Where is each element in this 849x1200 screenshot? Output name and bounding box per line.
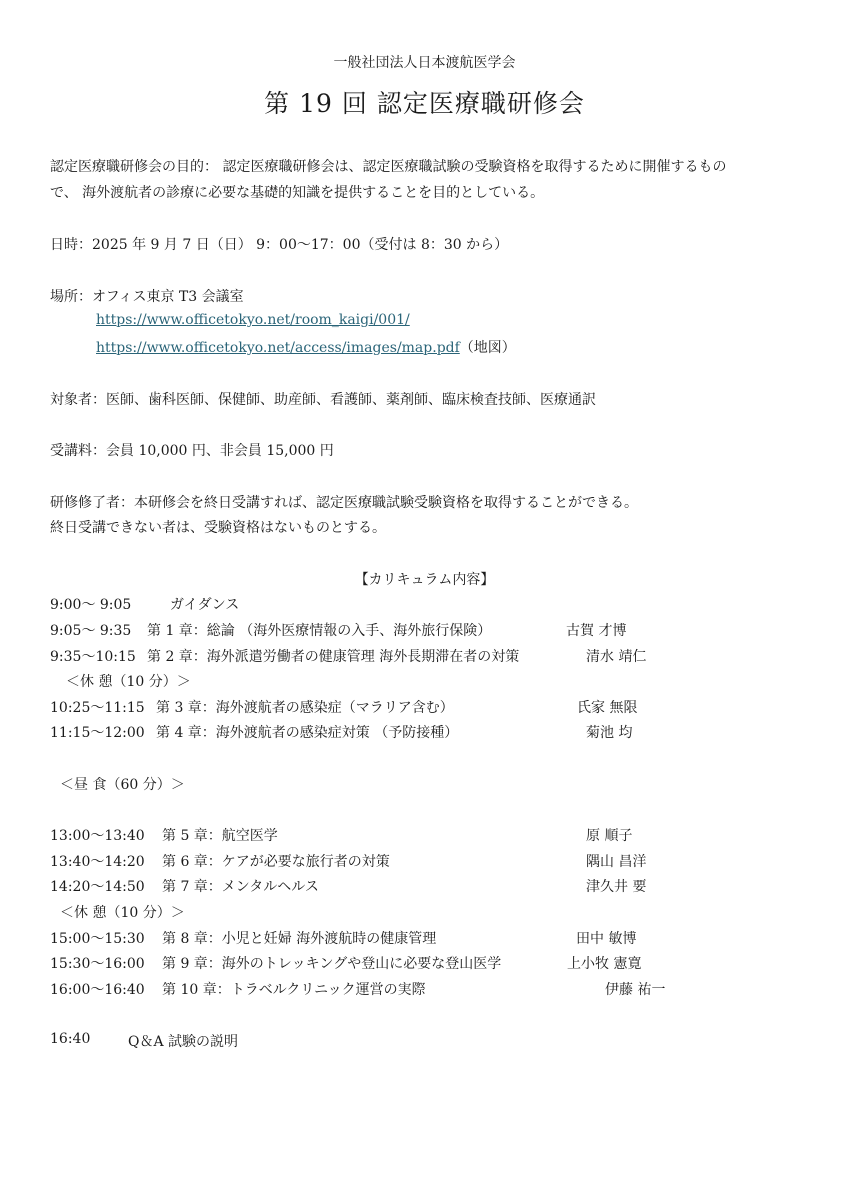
qa-row	[50, 1031, 810, 1055]
schedule-row	[50, 953, 810, 977]
schedule-row	[50, 697, 810, 721]
break-row	[50, 902, 810, 926]
row-time: 16:00〜16:40	[50, 982, 145, 998]
row-lecturer: 伊藤 祐一	[605, 982, 666, 998]
qa-text: Q＆A 試験の説明	[128, 1034, 239, 1050]
schedule-row	[50, 646, 810, 670]
datetime: 日時：2025 年 9 月 7 日（日） 9：00〜17：00（受付は 8：30 から）	[50, 237, 509, 253]
row-lecturer: 氏家 無限	[577, 700, 638, 716]
row-lecturer: 原 順子	[586, 828, 633, 844]
row-topic: 第 10 章：トラベルクリニック運営の実際	[162, 982, 426, 998]
row-lecturer: 菊池 均	[586, 725, 633, 741]
row-lecturer: 古賀 才博	[566, 623, 627, 639]
row-topic: 第 8 章：小児と妊婦 海外渡航時の健康管理	[162, 931, 437, 947]
row-topic: ガイダンス	[170, 597, 240, 613]
schedule-row	[50, 851, 810, 875]
row-topic: 第 5 章：航空医学	[162, 828, 278, 844]
row-lecturer: 田中 敏博	[576, 931, 637, 947]
schedule-row	[50, 722, 810, 746]
curriculum-heading: 【カリキュラム内容】	[354, 572, 495, 588]
break-label: ＜休 憩（10 分）＞	[60, 905, 185, 921]
map-link[interactable]: https://www.officetokyo.net/access/images/map.pdf	[96, 340, 460, 356]
break-row	[50, 671, 810, 695]
target-audience: 対象者：医師、歯科医師、保健師、助産師、看護師、薬剤師、臨床検査技師、医療通訳	[50, 392, 596, 408]
row-topic: 第 2 章：海外派遣労働者の健康管理 海外長期滞在者の対策	[147, 649, 520, 665]
row-time: 10:25〜11:15	[50, 700, 145, 716]
venue-url-2	[96, 337, 516, 357]
fee: 受講料：会員 10,000 円、非会員 15,000 円	[50, 443, 334, 459]
page-title: 第 19 回 認定医療職研修会	[264, 89, 585, 118]
lunch-label: ＜昼 食（60 分）＞	[60, 777, 185, 793]
row-time: 9:35〜10:15	[50, 649, 136, 665]
venue-label: 場所：オフィス東京 T3 会議室	[50, 289, 244, 305]
schedule-row	[50, 876, 810, 900]
row-time: 13:00〜13:40	[50, 828, 145, 844]
row-time: 14:20〜14:50	[50, 879, 145, 895]
row-topic: 第 3 章：海外渡航者の感染症（マラリア含む）	[156, 700, 454, 716]
room-link[interactable]: https://www.officetokyo.net/room_kaigi/001/	[96, 312, 410, 328]
row-time: 9:05〜 9:35	[50, 623, 132, 639]
row-time: 11:15〜12:00	[50, 725, 145, 741]
row-time: 15:30〜16:00	[50, 956, 145, 972]
schedule-row	[50, 825, 810, 849]
row-topic: 第 7 章：メンタルヘルス	[162, 879, 319, 895]
row-lecturer: 隅山 昌洋	[586, 854, 647, 870]
organization-name: 一般社団法人日本渡航医学会	[333, 55, 516, 71]
row-topic: 第 6 章：ケアが必要な旅行者の対策	[162, 854, 390, 870]
row-time: 9:00〜 9:05	[50, 597, 132, 613]
purpose-line-1: 認定医療職研修会の目的： 認定医療職研修会は、認定医療職試験の受験資格を取得するために開催するもの	[50, 159, 727, 175]
row-time: 13:40〜14:20	[50, 854, 145, 870]
schedule-row	[50, 594, 810, 618]
row-lecturer: 上小牧 憲寛	[567, 956, 642, 972]
map-note: （地図）	[459, 340, 516, 356]
row-topic: 第 1 章：総論 （海外医療情報の入手、海外旅行保険）	[147, 623, 492, 639]
schedule-row	[50, 928, 810, 952]
venue-url-1[interactable]	[96, 312, 410, 328]
row-topic: 第 9 章：海外のトレッキングや登山に必要な登山医学	[162, 956, 502, 972]
qa-time: 16:40	[50, 1031, 91, 1047]
row-time: 15:00〜15:30	[50, 931, 145, 947]
completion-line-1: 研修修了者：本研修会を終日受講すれば、認定医療職試験受験資格を取得することができる。	[50, 495, 638, 511]
completion-line-2: 終日受講できない者は、受験資格はないものとする。	[50, 520, 386, 536]
row-topic: 第 4 章：海外渡航者の感染症対策 （予防接種）	[156, 725, 459, 741]
schedule-row	[50, 620, 810, 644]
row-lecturer: 津久井 要	[586, 879, 647, 895]
break-label: ＜休 憩（10 分）＞	[66, 674, 191, 690]
lunch-row	[50, 774, 810, 798]
purpose-line-2: で、 海外渡航者の診療に必要な基礎的知識を提供することを目的としている。	[50, 185, 545, 201]
schedule-row	[50, 979, 810, 1003]
row-lecturer: 清水 靖仁	[586, 649, 647, 665]
